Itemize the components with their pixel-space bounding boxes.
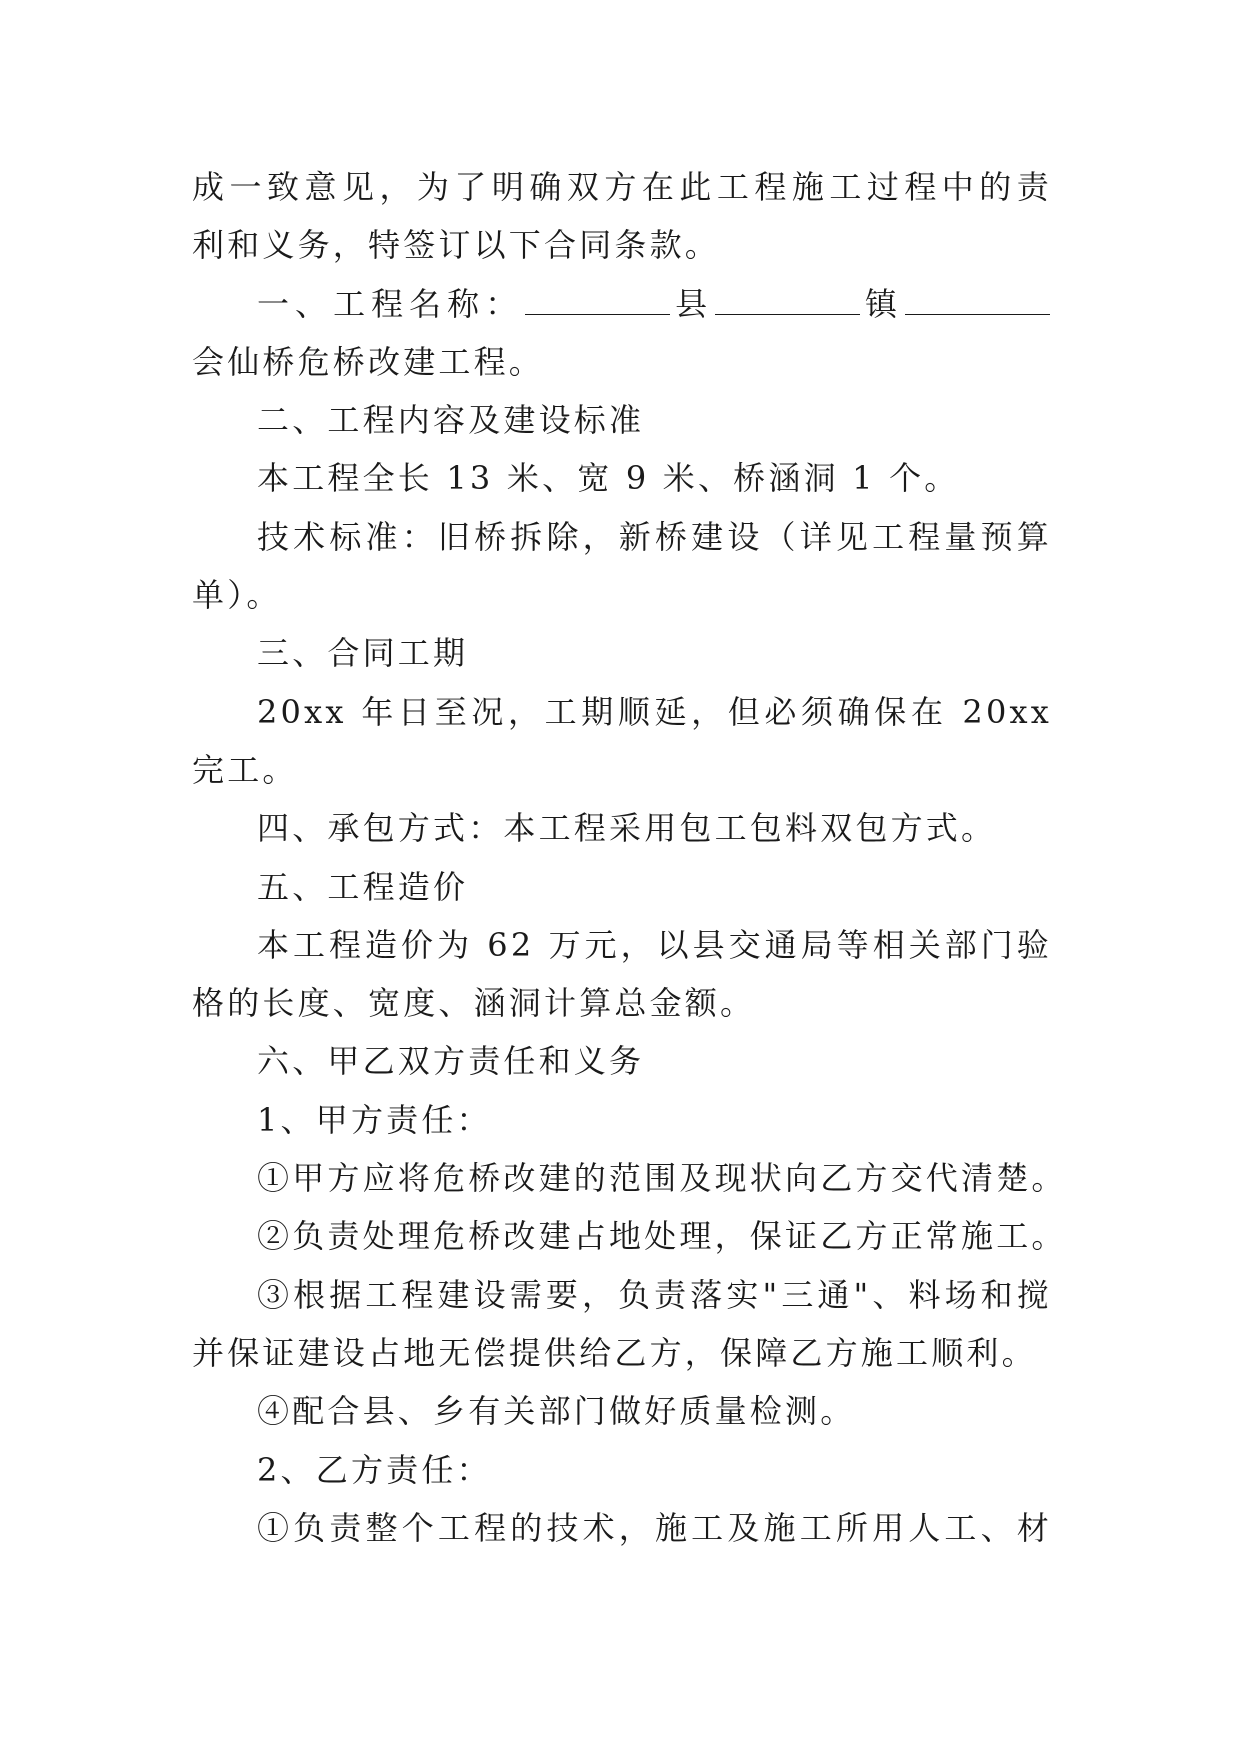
paragraph-line: 利和义务，特签订以下合同条款。 bbox=[192, 226, 721, 265]
paragraph-line: 本工程全长 13 米、宽 9 米、桥涵洞 1 个。 bbox=[257, 459, 960, 498]
contract-body bbox=[192, 158, 1067, 1557]
subsection-heading: 2、乙方责任： bbox=[257, 1450, 492, 1489]
section-project-name bbox=[192, 275, 1052, 333]
section-heading: 四、承包方式：本工程采用包工包料双包方式。 bbox=[257, 809, 997, 848]
paragraph-line: 格的长度、宽度、涵洞计算总金额。 bbox=[192, 984, 756, 1023]
section-heading: 三、合同工期 bbox=[257, 634, 469, 673]
paragraph-line: 完工。 bbox=[192, 750, 298, 789]
blank-county-field bbox=[525, 284, 670, 315]
subsection-heading: 1、甲方责任： bbox=[257, 1100, 492, 1139]
paragraph-line: 会仙桥危桥改建工程。 bbox=[192, 342, 545, 381]
list-item-continuation: 并保证建设占地无偿提供给乙方，保障乙方施工顺利。 bbox=[192, 1333, 1037, 1372]
section-heading: 二、工程内容及建设标准 bbox=[257, 401, 645, 440]
paragraph-line: 技术标准：旧桥拆除，新桥建设（详见工程量预算 bbox=[257, 517, 1052, 556]
blank-town-field bbox=[715, 284, 860, 315]
section-label: 一、工程名称： bbox=[257, 284, 524, 323]
paragraph-line: 单）。 bbox=[192, 576, 282, 615]
list-item: ①甲方应将危桥改建的范围及现状向乙方交代清楚。 bbox=[257, 1159, 1067, 1198]
paragraph-line: 本工程造价为 62 万元，以县交通局等相关部门验 bbox=[257, 925, 1052, 964]
section-heading: 五、工程造价 bbox=[257, 867, 469, 906]
list-item: ④配合县、乡有关部门做好质量检测。 bbox=[257, 1392, 856, 1431]
paragraph-line: 20xx 年日至况，工期顺延，但必须确保在 20xx bbox=[257, 692, 1052, 731]
blank-village-field bbox=[905, 284, 1050, 315]
list-item: ③根据工程建设需要，负责落实"三通"、料场和搅 bbox=[257, 1275, 1052, 1314]
paragraph-line: 成一致意见，为了明确双方在此工程施工过程中的责 bbox=[192, 168, 1052, 206]
town-label: 镇 bbox=[862, 284, 903, 323]
county-label: 县 bbox=[672, 284, 714, 323]
list-item: ①负责整个工程的技术，施工及施工所用人工、材 bbox=[257, 1508, 1052, 1547]
section-heading: 六、甲乙双方责任和义务 bbox=[257, 1042, 645, 1081]
list-item: ②负责处理危桥改建占地处理，保证乙方正常施工。 bbox=[257, 1217, 1067, 1256]
